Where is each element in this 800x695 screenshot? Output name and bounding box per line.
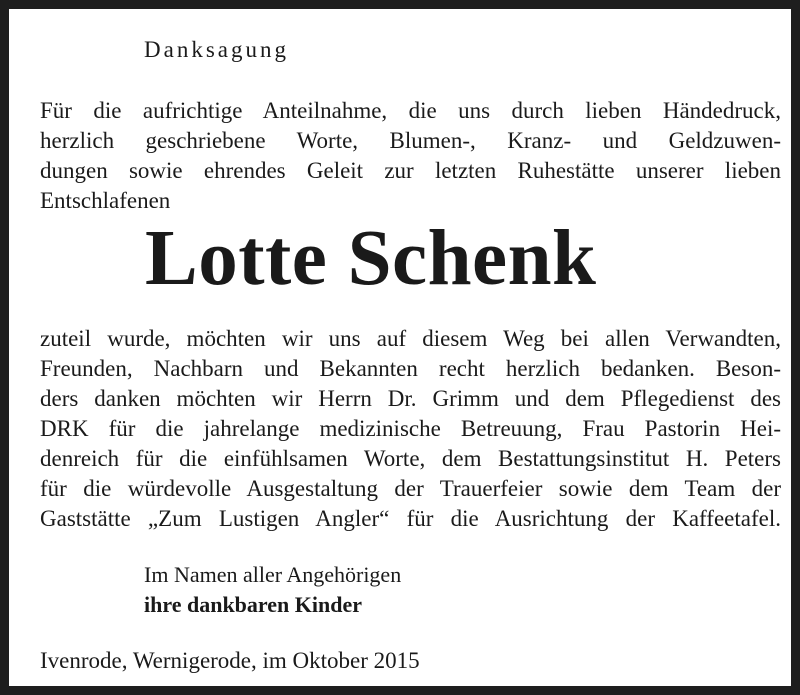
place-date: Ivenrode, Wernigerode, im Oktober 2015 (40, 648, 420, 673)
body-line: ders danken möchten wir Herrn Dr. Grimm und dem Pflegedienst des (40, 386, 781, 411)
body-line: Gaststätte „Zum Lustigen Angler“ für die Ausrichtung der Kaffeetafel. (40, 506, 781, 531)
signature-block (144, 560, 401, 620)
intro-line: Für die aufrichtige Anteilnahme, die uns durch lieben Händedruck, (40, 98, 781, 123)
body-line: für die würdevolle Ausgestaltung der Trauerfeier sowie dem Team der (40, 476, 781, 501)
intro-paragraph (40, 96, 781, 216)
intro-line: dungen sowie ehrendes Geleit zur letzten Ruhestätte unserer lieben (40, 158, 781, 183)
deceased-name: Lotte Schenk (145, 215, 597, 302)
body-paragraph (40, 324, 781, 534)
signature-line: Im Namen aller Angehörigen (144, 562, 402, 587)
body-line: DRK für die jahrelange medizinische Betreuung, Frau Pastorin Hei- (40, 416, 781, 441)
intro-line: herzlich geschriebene Worte, Blumen-, Kranz- und Geldzuwen- (40, 128, 781, 153)
body-line: denreich für die einfühlsamen Worte, dem Bestattungsinstitut H. Peters (40, 446, 781, 471)
body-line: zuteil wurde, möchten wir uns auf diesem Weg bei allen Verwandten, (40, 326, 781, 351)
intro-line: Entschlafenen (40, 188, 171, 213)
body-line: Freunden, Nachbarn und Bekannten recht herzlich bedanken. Beson- (40, 356, 781, 381)
notice-heading: Danksagung (144, 37, 289, 62)
signature-signers: ihre dankbaren Kinder (144, 592, 363, 617)
